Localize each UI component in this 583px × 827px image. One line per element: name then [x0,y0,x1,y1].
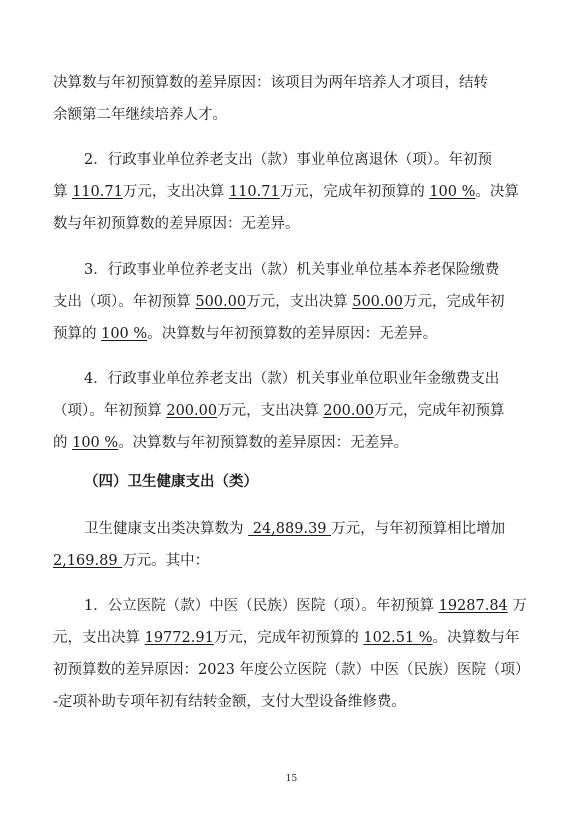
text-segment: 万元，完成年初 [402,294,505,310]
text-segment: 预算的 [53,326,102,342]
text-line [0,627,583,649]
underlined-value: 500.00 [195,294,247,310]
page-number: 15 [285,774,298,784]
text-segment: 元，支出决算 [53,630,145,646]
text-segment: 万元，完成年初预算 [373,403,505,419]
text-line [0,595,583,617]
text-line [0,518,583,540]
text-segment: 数与年初预算数的差异原因：无差异。 [53,216,300,232]
text-segment: （四）卫生健康支出（类） [84,473,258,490]
text-line [0,400,583,422]
underlined-value: 24,889.39 [248,521,332,537]
text-line [0,659,583,681]
text-segment: 万元，完成年初预算的 [213,630,364,646]
text-segment: 2．行政事业单位养老支出（款）事业单位离退休（项）。年初预 [84,152,492,168]
text-line [0,368,583,390]
text-line [0,181,583,203]
text-segment: 1．公立医院（款）中医（民族）医院（项）。年初预算 [84,598,439,614]
text-segment: 。决算数与年初预算数的差异原因：无差异。 [118,435,409,451]
text-segment: -定项补助专项年初有结转金额，支付大型设备维修费。 [53,694,406,710]
underlined-value: 200.00 [166,403,218,419]
text-line [0,213,583,235]
text-line [0,72,583,94]
text-segment: 。决算 [475,184,519,200]
text-segment: 万元，支出决算 [217,403,324,419]
underlined-value: 19772.91 [144,630,214,646]
text-segment: 。决算数与年 [432,630,520,646]
text-segment: 初预算数的差异原因：2023 年度公立医院（款）中医（民族）医院（项） [53,662,530,678]
underlined-value: 110.71 [72,184,123,200]
underlined-value: 100 % [101,326,148,342]
text-segment: 万元，与年初预算相比增加 [331,521,506,537]
text-line [0,104,583,126]
text-segment: 。决算数与年初预算数的差异原因：无差异。 [147,326,438,342]
text-line [0,691,583,713]
text-segment: （项）。年初预算 [53,403,167,419]
text-segment: 决算数与年初预算数的差异原因：该项目为两年培养人才项目，结转 [53,75,488,91]
section-heading [0,471,583,493]
underlined-value: 110.71 [228,184,280,200]
underlined-value: 100 % [429,184,476,200]
text-segment: 支出（项）。年初预算 [53,294,196,310]
text-line [0,259,583,281]
text-segment: 万元，完成年初预算的 [279,184,430,200]
underlined-value: 500.00 [352,294,403,310]
text-segment: 余额第二年继续培养人才。 [53,107,227,123]
text-segment: 卫生健康支出类决算数为 [84,521,249,537]
text-line [0,149,583,171]
text-segment: 算 [53,184,73,200]
text-segment: 万元。其中： [122,553,210,569]
text-line [0,550,583,572]
underlined-value: 200.00 [323,403,374,419]
underlined-value: 19287.84 [438,598,508,614]
text-segment: 万 [507,598,527,614]
text-line [0,432,583,454]
text-segment: 万元，支出决算 [246,294,353,310]
text-segment: 的 [53,435,73,451]
text-segment: 4．行政事业单位养老支出（款）机关事业单位职业年金缴费支出 [84,371,500,387]
text-line [0,323,583,345]
text-line [0,291,583,313]
underlined-value: 100 % [72,435,119,451]
underlined-value: 102.51 % [363,630,433,646]
underlined-value: 2,169.89 [53,553,123,569]
text-segment: 万元，支出决算 [122,184,229,200]
text-segment: 3．行政事业单位养老支出（款）机关事业单位基本养老保险缴费 [84,262,500,278]
